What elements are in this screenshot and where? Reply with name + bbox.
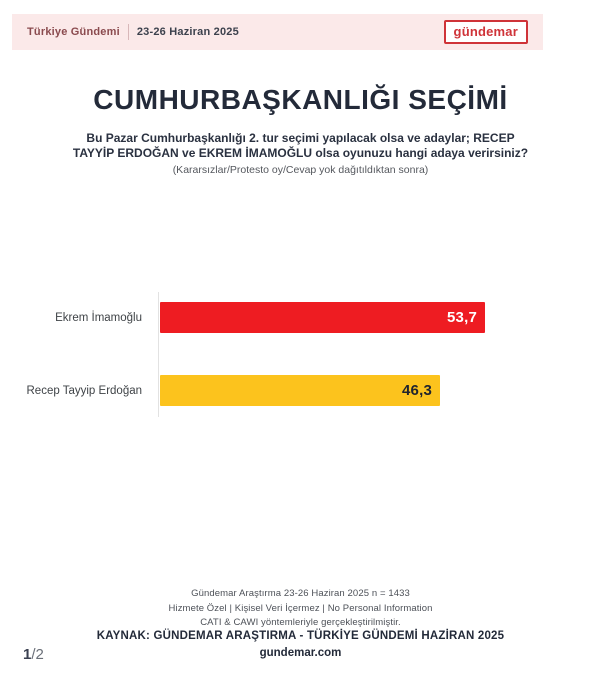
- brand-label: Türkiye Gündemi: [27, 26, 120, 38]
- header-band: [12, 14, 543, 50]
- source-line: KAYNAK: GÜNDEMAR ARAŞTIRMA - TÜRKİYE GÜNDEMİ HAZİRAN 2025: [96, 630, 505, 642]
- bar-track: [150, 375, 601, 406]
- bar: [160, 302, 485, 333]
- category-label: Ekrem İmamoğlu: [55, 311, 142, 324]
- question-text: [0, 131, 601, 160]
- category-label: Recep Tayyip Erdoğan: [26, 384, 142, 397]
- bar-chart: [0, 292, 601, 422]
- footer-line-1: Gündemar Araştırma 23-26 Haziran 2025 n = 1433: [191, 588, 410, 599]
- page-current: 1: [23, 646, 32, 663]
- page-indicator: [23, 646, 44, 663]
- value-label: 53,7: [447, 309, 477, 326]
- page-total: /2: [31, 646, 44, 663]
- header-divider: [128, 24, 129, 40]
- footer-line-2: Hizmete Özel | Kişisel Veri İçermez | No Personal Information: [168, 603, 433, 614]
- bar-row: [0, 375, 601, 406]
- bar-track: [150, 302, 601, 333]
- question-line-2: TAYYİP ERDOĞAN ve EKREM İMAMOĞLU olsa oyunuzu hangi adaya verirsiniz?: [72, 145, 529, 160]
- question-line-1: Bu Pazar Cumhurbaşkanlığı 2. tur seçimi yapılacak olsa ve adaylar; RECEP: [86, 131, 515, 145]
- bar-rows: [0, 302, 601, 406]
- bar: [160, 375, 440, 406]
- page-title: CUMHURBAŞKANLIĞI SEÇİMİ: [93, 84, 508, 115]
- website-label: gundemar.com: [259, 647, 342, 659]
- footer-line-3: CATI & CAWI yöntemleriyle gerçekleştirilmiştir.: [200, 617, 401, 628]
- value-label: 46,3: [402, 382, 432, 399]
- date-range-label: 23-26 Haziran 2025: [136, 26, 239, 38]
- header-left: [27, 24, 239, 40]
- methodology-note: (Kararsızlar/Protesto oy/Cevap yok dağıtıldıktan sonra): [172, 164, 429, 176]
- bar-row: [0, 302, 601, 333]
- gundemar-logo: gündemar: [444, 20, 528, 44]
